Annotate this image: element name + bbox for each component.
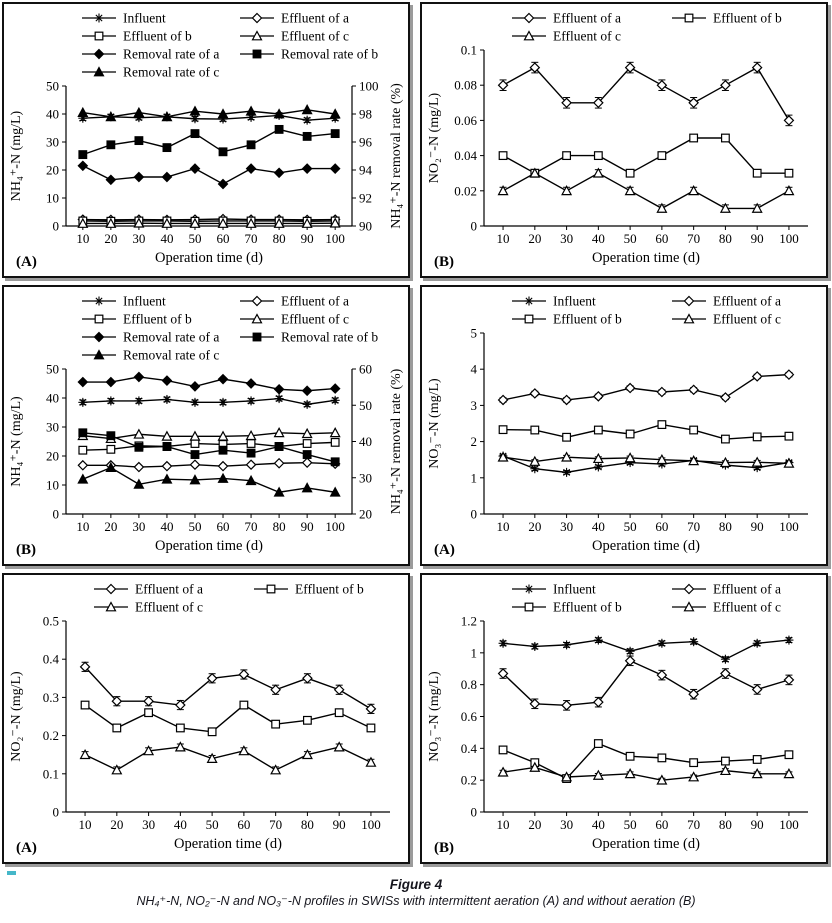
svg-text:70: 70 <box>687 817 701 832</box>
svg-text:96: 96 <box>359 134 372 150</box>
svg-text:40: 40 <box>359 434 372 449</box>
svg-text:Removal rate of b: Removal rate of b <box>281 329 379 345</box>
svg-text:100: 100 <box>361 817 381 832</box>
svg-text:Effluent of c: Effluent of c <box>713 311 781 327</box>
svg-text:50: 50 <box>623 519 637 534</box>
svg-text:70: 70 <box>687 519 701 534</box>
svg-text:0.2: 0.2 <box>42 728 59 744</box>
svg-text:Influent: Influent <box>553 293 596 309</box>
panel-no3-noaeration <box>420 573 828 864</box>
svg-text:50: 50 <box>205 817 219 832</box>
svg-text:Effluent of c: Effluent of c <box>281 311 349 327</box>
svg-text:NO₃⁻-N (mg/L): NO₃⁻-N (mg/L) <box>427 671 442 762</box>
svg-text:Effluent of c: Effluent of c <box>553 28 621 44</box>
svg-text:Effluent of c: Effluent of c <box>713 599 781 615</box>
svg-text:40: 40 <box>591 231 605 246</box>
svg-text:60: 60 <box>216 519 230 534</box>
no3-noaeration-chart <box>422 575 826 862</box>
panel-no2-intermittent <box>2 573 410 864</box>
svg-text:Removal rate of b: Removal rate of b <box>281 46 379 62</box>
svg-text:40: 40 <box>46 106 59 122</box>
svg-text:0.4: 0.4 <box>460 740 477 756</box>
svg-text:Effluent of c: Effluent of c <box>281 28 349 44</box>
no2-noaeration-chart <box>422 4 826 276</box>
svg-text:0.1: 0.1 <box>460 42 477 58</box>
svg-text:80: 80 <box>718 519 732 534</box>
svg-text:0.1: 0.1 <box>42 766 59 782</box>
svg-text:Effluent of a: Effluent of a <box>135 581 203 597</box>
svg-text:90: 90 <box>750 519 764 534</box>
caption-title: Figure 4 <box>389 877 443 892</box>
svg-text:NO₃⁻-N (mg/L): NO₃⁻-N (mg/L) <box>427 378 442 469</box>
svg-text:50: 50 <box>46 78 59 94</box>
svg-text:(A): (A) <box>434 542 455 558</box>
svg-text:70: 70 <box>244 519 258 534</box>
svg-text:100: 100 <box>325 519 345 534</box>
teal-dash-decoration <box>7 871 16 875</box>
svg-text:92: 92 <box>359 190 372 206</box>
svg-text:20: 20 <box>46 162 59 178</box>
svg-text:Operation time (d): Operation time (d) <box>592 250 700 266</box>
svg-text:40: 40 <box>591 817 605 832</box>
svg-text:NO₂⁻-N (mg/L): NO₂⁻-N (mg/L) <box>427 92 442 184</box>
svg-text:50: 50 <box>623 817 637 832</box>
svg-text:Operation time (d): Operation time (d) <box>174 836 282 852</box>
svg-text:Effluent of a: Effluent of a <box>281 293 349 309</box>
svg-text:98: 98 <box>359 106 372 122</box>
svg-text:0: 0 <box>52 804 59 820</box>
svg-text:100: 100 <box>779 231 799 246</box>
svg-text:0: 0 <box>470 804 477 820</box>
no2-intermittent-chart <box>4 575 408 862</box>
svg-text:90: 90 <box>300 231 314 246</box>
svg-text:Operation time (d): Operation time (d) <box>155 250 263 266</box>
svg-text:Removal rate of c: Removal rate of c <box>123 64 220 80</box>
svg-text:40: 40 <box>591 519 605 534</box>
svg-text:50: 50 <box>623 231 637 246</box>
svg-text:Removal rate of a: Removal rate of a <box>123 329 220 345</box>
svg-text:40: 40 <box>46 390 59 406</box>
svg-text:1: 1 <box>470 470 477 486</box>
svg-text:(B): (B) <box>16 542 36 558</box>
svg-text:90: 90 <box>300 519 314 534</box>
nh4-noaeration-chart <box>4 287 408 564</box>
svg-text:20: 20 <box>46 448 59 464</box>
svg-text:30: 30 <box>560 817 574 832</box>
svg-text:NH₄⁺-N (mg/L): NH₄⁺-N (mg/L) <box>9 396 24 487</box>
svg-text:(A): (A) <box>16 254 37 270</box>
svg-text:10: 10 <box>76 231 90 246</box>
svg-text:Effluent of c: Effluent of c <box>135 599 203 615</box>
svg-text:NH₄⁺-N removal rate (%): NH₄⁺-N removal rate (%) <box>389 368 404 515</box>
svg-text:94: 94 <box>359 162 372 178</box>
svg-text:20: 20 <box>528 817 542 832</box>
svg-text:80: 80 <box>272 519 286 534</box>
svg-text:Effluent of a: Effluent of a <box>713 293 781 309</box>
svg-text:(A): (A) <box>16 840 37 856</box>
nh4-intermittent-chart <box>4 4 408 276</box>
svg-text:(B): (B) <box>434 840 454 856</box>
svg-text:Operation time (d): Operation time (d) <box>155 538 263 554</box>
svg-text:90: 90 <box>750 817 764 832</box>
svg-text:20: 20 <box>104 519 118 534</box>
svg-text:Effluent of b: Effluent of b <box>553 599 622 615</box>
svg-text:0.5: 0.5 <box>42 613 59 629</box>
svg-text:1.2: 1.2 <box>460 613 477 629</box>
svg-text:20: 20 <box>528 231 542 246</box>
no3-intermittent-chart <box>422 287 826 564</box>
svg-text:80: 80 <box>300 817 314 832</box>
svg-text:Removal rate of a: Removal rate of a <box>123 46 220 62</box>
svg-text:30: 30 <box>560 231 574 246</box>
svg-text:80: 80 <box>718 817 732 832</box>
svg-text:Effluent of b: Effluent of b <box>123 28 192 44</box>
caption-text: NH₄⁺-N, NO₂⁻-N and NO₃⁻-N profiles in SWISs with intermittent aeration (A) and without aeration (B) <box>136 894 696 908</box>
svg-text:30: 30 <box>132 231 146 246</box>
svg-text:0.8: 0.8 <box>460 677 477 693</box>
svg-text:Effluent of b: Effluent of b <box>295 581 364 597</box>
svg-text:0.6: 0.6 <box>460 709 477 724</box>
svg-text:60: 60 <box>655 231 669 246</box>
svg-text:Operation time (d): Operation time (d) <box>592 836 700 852</box>
svg-text:40: 40 <box>160 519 174 534</box>
svg-text:10: 10 <box>496 231 510 246</box>
panel-no3-intermittent <box>420 285 828 566</box>
panel-nh4-intermittent <box>2 2 410 278</box>
svg-text:0.4: 0.4 <box>42 651 59 667</box>
svg-text:50: 50 <box>188 231 202 246</box>
svg-text:0.3: 0.3 <box>42 689 59 705</box>
svg-text:30: 30 <box>560 519 574 534</box>
svg-text:0: 0 <box>470 218 477 234</box>
svg-text:Operation time (d): Operation time (d) <box>592 538 700 554</box>
svg-text:20: 20 <box>104 231 118 246</box>
svg-text:10: 10 <box>46 477 59 493</box>
svg-text:0.06: 0.06 <box>454 112 477 128</box>
svg-text:(B): (B) <box>434 254 454 270</box>
svg-text:30: 30 <box>46 134 59 150</box>
svg-text:0.2: 0.2 <box>460 772 477 788</box>
svg-text:Influent: Influent <box>553 581 596 597</box>
svg-text:80: 80 <box>718 231 732 246</box>
svg-text:50: 50 <box>46 361 59 377</box>
svg-text:50: 50 <box>188 519 202 534</box>
panel-no2-noaeration <box>420 2 828 278</box>
svg-text:30: 30 <box>46 419 59 435</box>
svg-text:Effluent of b: Effluent of b <box>713 10 782 26</box>
svg-text:0.02: 0.02 <box>454 183 477 199</box>
svg-text:20: 20 <box>110 817 124 832</box>
svg-text:100: 100 <box>779 817 799 832</box>
svg-text:60: 60 <box>216 231 230 246</box>
svg-text:30: 30 <box>142 817 156 832</box>
svg-text:2: 2 <box>470 434 477 450</box>
svg-text:Influent: Influent <box>123 293 166 309</box>
svg-text:10: 10 <box>76 519 90 534</box>
svg-text:Effluent of a: Effluent of a <box>281 10 349 26</box>
svg-text:Effluent of a: Effluent of a <box>553 10 621 26</box>
svg-text:90: 90 <box>750 231 764 246</box>
svg-text:70: 70 <box>269 817 283 832</box>
figure-caption <box>0 876 832 910</box>
svg-text:0: 0 <box>52 218 59 234</box>
panel-nh4-noaeration <box>2 285 410 566</box>
svg-text:10: 10 <box>496 817 510 832</box>
svg-text:20: 20 <box>359 506 372 522</box>
svg-text:0: 0 <box>470 506 477 522</box>
svg-text:Effluent of b: Effluent of b <box>553 311 622 327</box>
svg-text:90: 90 <box>332 817 346 832</box>
svg-text:NH₄⁺-N (mg/L): NH₄⁺-N (mg/L) <box>9 110 24 202</box>
svg-text:4: 4 <box>470 361 477 377</box>
svg-text:0.08: 0.08 <box>454 77 477 93</box>
svg-text:0.04: 0.04 <box>454 148 477 164</box>
svg-text:60: 60 <box>237 817 251 832</box>
svg-text:5: 5 <box>470 325 477 341</box>
svg-text:Effluent of a: Effluent of a <box>713 581 781 597</box>
svg-text:1: 1 <box>470 645 477 661</box>
svg-text:10: 10 <box>46 190 59 206</box>
svg-text:NH₄⁺-N removal rate (%): NH₄⁺-N removal rate (%) <box>389 83 404 229</box>
svg-text:30: 30 <box>132 519 146 534</box>
svg-text:60: 60 <box>655 519 669 534</box>
svg-text:30: 30 <box>359 470 372 486</box>
svg-text:100: 100 <box>779 519 799 534</box>
svg-text:40: 40 <box>160 231 174 246</box>
svg-text:60: 60 <box>359 361 372 377</box>
svg-text:60: 60 <box>655 817 669 832</box>
svg-text:0: 0 <box>52 506 59 522</box>
svg-text:Removal rate of c: Removal rate of c <box>123 347 220 363</box>
svg-text:70: 70 <box>687 231 701 246</box>
svg-text:100: 100 <box>325 231 345 246</box>
svg-text:50: 50 <box>359 397 372 413</box>
svg-text:3: 3 <box>470 397 477 413</box>
svg-text:10: 10 <box>496 519 510 534</box>
svg-text:40: 40 <box>173 817 187 832</box>
svg-text:20: 20 <box>528 519 542 534</box>
svg-text:NO₂⁻-N (mg/L): NO₂⁻-N (mg/L) <box>9 671 24 762</box>
svg-text:Effluent of b: Effluent of b <box>123 311 192 327</box>
svg-text:100: 100 <box>359 78 379 94</box>
svg-text:Influent: Influent <box>123 10 166 26</box>
svg-text:70: 70 <box>244 231 258 246</box>
svg-text:90: 90 <box>359 218 372 234</box>
svg-text:80: 80 <box>272 231 286 246</box>
svg-text:10: 10 <box>78 817 92 832</box>
